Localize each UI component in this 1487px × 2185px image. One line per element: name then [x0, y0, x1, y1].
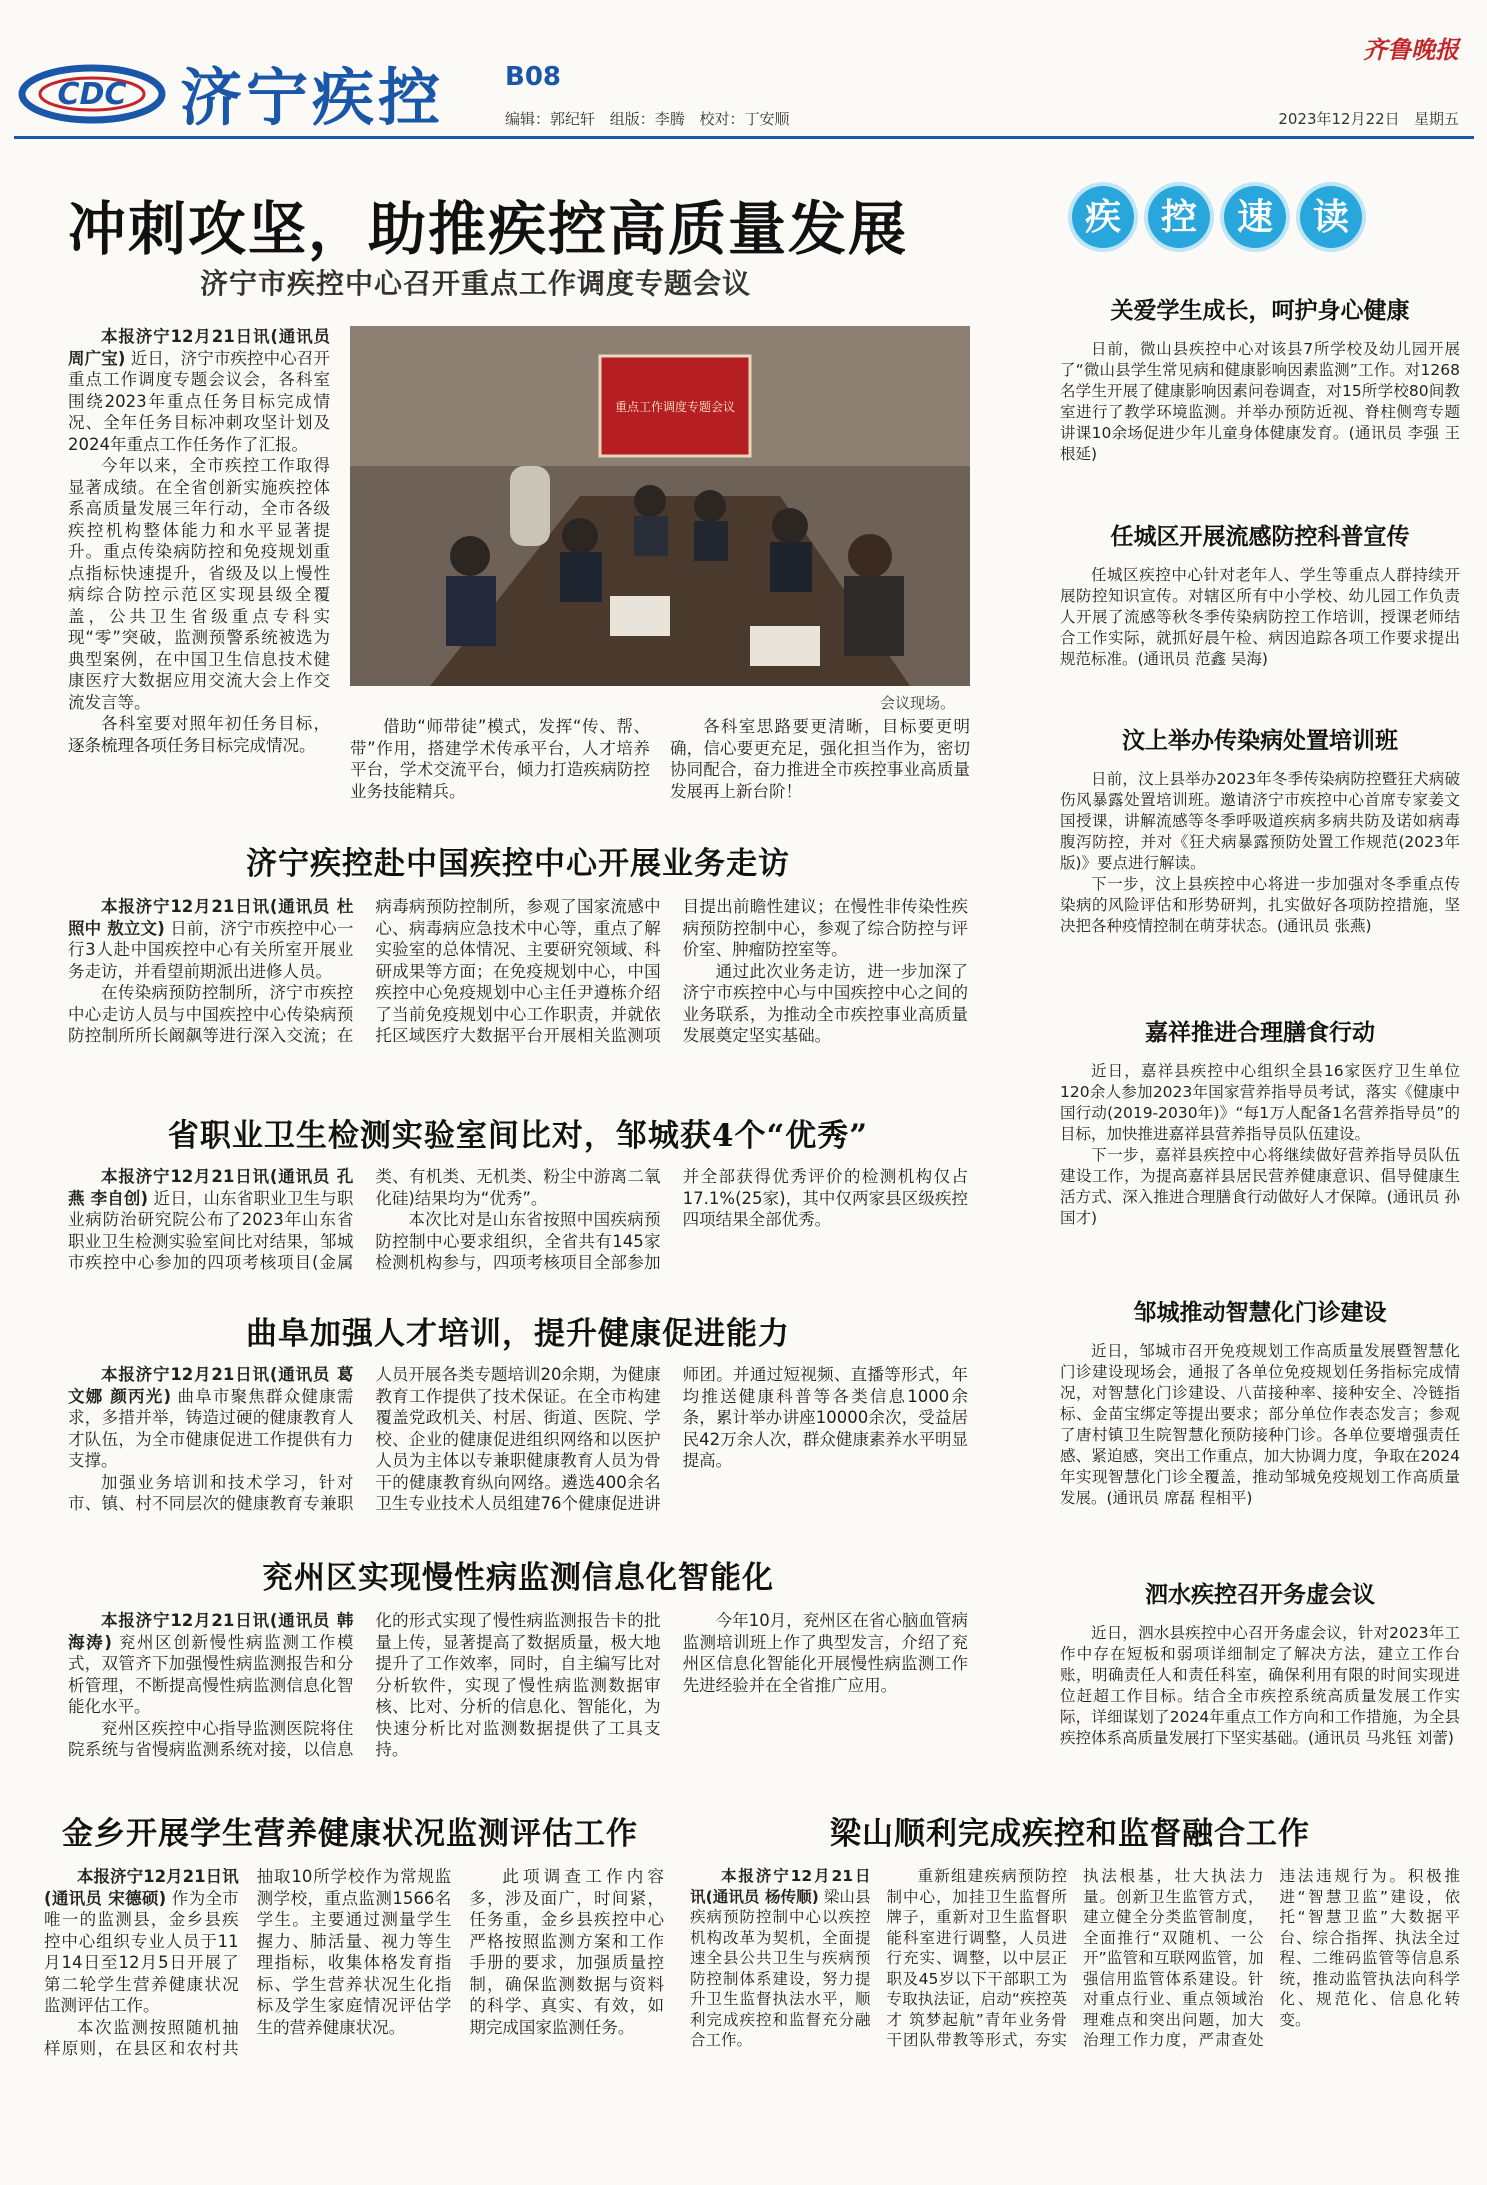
meeting-scene	[350, 326, 970, 686]
badge-char: 读	[1300, 186, 1362, 248]
photo-caption: 会议现场。	[880, 694, 956, 712]
sidebar-brief	[1060, 1294, 1460, 1509]
lead-paragraph: 今年以来，全市疾控工作取得显著成绩。在全省创新实施疾控体系高质量发展三年行动，全市各级疾控机构整体能力和水平显著提升。重点传染病防控和免疫规划重点指标快速提升，省级及以上慢性病综合防控示范区实现县级全覆盖，公共卫生省级重点专科实现“零”突破，监测预警系统被选为典型案例，在中国卫生信息技术健康医疗大数据应用交流大会上作交流发言等。	[68, 456, 330, 712]
article-paragraph: 本次监测按照随机抽样原则，在县区和农村共抽取10所学校作为常规监测学校，重点监测1566名学生。主要通过测量学生握力、肺活量、视力等生理指标，收集体格发育指标、学生营养状况生化指标及学生家庭情况评估学生的营养健康状况。	[44, 1867, 452, 2058]
article-paragraph: 日前，济宁市疾控中心一行3人赴中国疾控中心有关所室开展业务走访，并看望前期派出进修人员。	[68, 918, 354, 981]
sidebar-brief	[1060, 1576, 1460, 1749]
brief-title: 嘉祥推进合理膳食行动	[1145, 1019, 1375, 1046]
date: 2023年12月22日	[1278, 110, 1400, 128]
brief-text: 日前，微山县疾控中心对该县7所学校及幼儿园开展了“微山县学生常见病和健康影响因素监测”工作。对1268名学生开展了健康影响因素问卷调查，对15所学校80间教室进行了教学环境监测。并举办预防近视、脊柱侧弯专题讲课10余场促进少年儿童身体健康发育。(通讯员 李强 王根延)	[1060, 340, 1460, 463]
article-byline: 本报济宁12月21日讯(通讯员 葛文娜 颜丙光)	[68, 1365, 354, 1406]
article-headline: 金乡开展学生营养健康状况监测评估工作	[62, 1816, 638, 1852]
newspaper-name: 齐鲁晚报	[1363, 35, 1459, 64]
article-paragraph: 重新组建疾病预防控制中心，加挂卫生监督所牌子，重新对卫生监督职能科室进行调整，人员进行充实、调整，以中层正职及45岁以下干部职工为专取执法证，启动“疾控英才 筑梦起航”青年业务骨干团队带教等形式，夯实执法根基，壮大执法力量。创新卫生监管方式，建立健全分类监管制度，全面推行“双随机、一公开”监管和互联网监管，加强信用监管体系建设。针对重点行业、重点领域治理难点和突出问题，加大治理工作力度，严肃查处违法违规行为。积极推进“智慧卫监”建设，依托“智慧卫监”大数据平台、综合指挥、执法全过程、二维码监管等信息系统，推动监管执法向科学化、规范化、信息化转变。	[886, 1867, 1460, 2049]
brief-text: 下一步，嘉祥县疾控中心将继续做好营养指导员队伍建设工作，为提高嘉祥县居民营养健康意识、倡导健康生活方式、深入推进合理膳食行动做好人才保障。(通讯员 孙国才)	[1060, 1146, 1460, 1227]
sidebar-brief	[1060, 1014, 1460, 1229]
brief-title: 泗水疾控召开务虚会议	[1145, 1581, 1375, 1608]
article-body	[68, 1166, 968, 1274]
weekday: 星期五	[1413, 110, 1459, 128]
brief-text: 近日，邹城市召开免疫规划工作高质量发展暨智慧化门诊建设现场会，通报了各单位免疫规划任务指标完成情况，对智慧化门诊建设、八苗接种率、接种安全、冷链指标、金苗宝绑定等提出要求；部分单位作表态发言；参观了唐村镇卫生院智慧化预防接种门诊。各单位要增强责任感、紧迫感，突出工作重点，加大协调力度，争取在2024年实现智慧化门诊全覆盖，推动邹城免疫规划工作高质量发展。(通讯员 席磊 程相平)	[1060, 1342, 1460, 1507]
article-paragraph: 此项调查工作内容多，涉及面广，时间紧，任务重，金乡县疾控中心严格按照监测方案和工作手册的要求，加强质量控制，确保监测数据与资料的科学、真实、有效，如期完成国家监测任务。	[469, 1867, 664, 2037]
article-paragraph: 今年10月，兖州区在省心脑血管病监测培训班上作了典型发言，介绍了兖州区信息化智能化开展慢性病监测工作先进经验并在全省推广应用。	[682, 1611, 968, 1695]
article-headline: 省职业卫生检测实验室间比对，邹城获4个“优秀”	[167, 1118, 869, 1154]
staff-credits: 编辑：郭纪轩 组版：李腾 校对：丁安顺	[505, 110, 790, 128]
brief-text: 下一步，汶上县疾控中心将进一步加强对冬季重点传染病的风险评估和形势研判，扎实做好各项防控措施，坚决把各种疫情控制在萌芽状态。(通讯员 张燕)	[1060, 875, 1460, 935]
article-headline: 兖州区实现慢性病监测信息化智能化	[262, 1560, 774, 1596]
brief-text: 任城区疾控中心针对老年人、学生等重点人群持续开展防控知识宣传。对辖区所有中小学校、幼儿园工作负责人开展了流感等秋冬季传染病防控工作培训，授课老师结合工作实际，就抓好晨午检、病因追踪各项工作要求提出规范标准。(通讯员 范鑫 吴海)	[1060, 566, 1460, 668]
logo-text: CDC	[57, 77, 127, 112]
article-paragraph: 兖州区创新慢性病监测工作模式，双管齐下加强慢性病监测报告和分析管理，不断提高慢性病监测信息化智能化水平。	[68, 1632, 354, 1716]
dateline	[1278, 108, 1459, 129]
article-paragraph: 曲阜市聚焦群众健康需求，多措并举，铸造过硬的健康教育人才队伍，为全市健康促进工作提供有力支撑。	[68, 1386, 354, 1470]
lead-subheadline: 济宁市疾控中心召开重点工作调度专题会议	[200, 267, 752, 300]
article-paragraph: 梁山县疾病预防控制中心以疾控机构改革为契机，全面提速全县公共卫生与疾病预防控制体系建设，努力提升卫生监督执法水平，顺利完成疾控和监督充分融合工作。	[690, 1887, 871, 2049]
article-paragraph: 本次比对是山东省按照中国疾病预防控制中心要求组织，全省共有145家检测机构参与，四项考核项目全部参加并全部获得优秀评价的检测机构仅占17.1%(25家)，其中仅两家县区级疾控四项结果全部优秀。	[375, 1167, 968, 1272]
article-paragraph: 作为全市唯一的监测县，金乡县疾控中心组织专业人员于11月14日至12月5日开展了第二轮学生营养健康状况监测评估工作。	[44, 1888, 239, 2015]
article-headline: 曲阜加强人才培训，提升健康促进能力	[246, 1316, 790, 1352]
lead-col-3	[670, 716, 970, 802]
lead-paragraph: 各科室思路要更清晰，目标要更明确，信心要更充足，强化担当作为，密切协同配合，奋力推进全市疾控事业高质量发展再上新台阶！	[670, 717, 970, 801]
article-byline: 本报济宁12月21日讯(通讯员 杜照中 敖立文)	[68, 897, 354, 938]
article-paragraph: 加强业务培训和技术学习，针对市、镇、村不同层次的健康教育专兼职人员开展各类专题培训20余期，为健康教育工作提供了技术保证。在全市构建覆盖党政机关、村居、街道、医院、学校、企业的健康促进组织网络和以医护人员为主体以专兼职健康教育人员为骨干的健康教育纵向网络。遴选400余名卫生专业技术人员组建76个健康促进讲师团。并通过短视频、直播等形式，年均推送健康科普等各类信息1000余条，累计举办讲座10000余次，受益居民42万余人次，群众健康素养水平明显提高。	[68, 1365, 968, 1513]
article-paragraph: 在传染病预防控制所，济宁市疾控中心走访人员与中国疾控中心传染病预防控制所所长阚飙等进行深入交流；在病毒病预防控制所，参观了国家流感中心、病毒病应急技术中心等，重点了解实验室的总体情况、主要研究领域、科研成果等方面；在免疫规划中心，中国疾控中心免疫规划中心主任尹遵栋介绍了当前免疫规划中心工作职责，并就依托区域医疗大数据平台开展相关监测项目提出前瞻性建议；在慢性非传染性疾病预防控制中心，参观了综合防控与评价室、肿瘤防控室等。	[68, 897, 968, 1045]
sidebar-brief	[1060, 292, 1460, 465]
meeting-photo	[350, 326, 970, 686]
brief-title: 关爱学生成长，呵护身心健康	[1110, 297, 1410, 324]
cdc-logo	[18, 58, 166, 128]
screen-text: 重点工作调度专题会议	[614, 400, 736, 414]
brief-title: 邹城推动智慧化门诊建设	[1133, 1299, 1387, 1326]
lead-col-1	[68, 326, 330, 756]
header-rule	[14, 136, 1474, 139]
brief-title: 任城区开展流感防控科普宣传	[1110, 523, 1410, 550]
brief-title: 汶上举办传染病处置培训班	[1122, 727, 1398, 754]
brief-text: 近日，泗水县疾控中心召开务虚会议，针对2023年工作中存在短板和弱项详细制定了解决方法，建立工作台账，明确责任人和责任科室，确保利用有限的时间实现进位赶超工作目标。结合全市疾控系统高质量发展工作实际，详细谋划了2024年重点工作方向和工作措施，为全县疾控体系高质量发展打下坚实基础。(通讯员 马兆钰 刘蕾)	[1060, 1624, 1460, 1747]
article-byline: 本报济宁12月21日讯(通讯员 孔燕 李自创)	[68, 1167, 354, 1208]
lead-col-2	[350, 716, 650, 802]
article-byline: 本报济宁12月21日讯(通讯员 韩海涛)	[68, 1611, 354, 1652]
article-headline: 济宁疾控赴中国疾控中心开展业务走访	[246, 846, 790, 882]
badge-char: 速	[1224, 186, 1286, 248]
article-body	[68, 1610, 968, 1761]
badge-char: 控	[1148, 186, 1210, 248]
article-body	[68, 896, 968, 1047]
lead-paragraph: 近日，济宁市疾控中心召开重点工作调度专题会议会，各科室围绕2023年重点任务目标完成情况、全年任务目标冲刺攻坚计划及2024年重点工作任务作了汇报。	[68, 348, 330, 454]
quick-read-badges	[1072, 186, 1376, 248]
article-headline: 梁山顺利完成疾控和监督融合工作	[830, 1816, 1310, 1852]
lead-byline: 本报济宁12月21日讯(通讯员 周广宝)	[68, 327, 330, 368]
lead-paragraph: 借助“师带徒”模式，发挥“传、帮、带”作用，搭建学术传承平台，人才培养平台，学术交流平台，倾力打造疾病防控业务技能精兵。	[350, 717, 650, 801]
badge-char: 疾	[1072, 186, 1134, 248]
article-body	[44, 1866, 664, 2060]
page-number: B08	[505, 62, 561, 92]
lead-paragraph: 各科室要对照年初任务目标，逐条梳理各项任务目标完成情况。	[68, 714, 330, 755]
brief-text: 近日，嘉祥县疾控中心组织全县16家医疗卫生单位120余人参加2023年国家营养指导员考试，落实《健康中国行动(2019-2030年)》“每1万人配备1名营养指导员”的目标，加快推进嘉祥县营养指导员队伍建设。	[1060, 1062, 1460, 1143]
masthead: 济宁疾控	[180, 61, 445, 134]
article-paragraph: 通过此次业务走访，进一步加深了济宁市疾控中心与中国疾控中心之间的业务联系，为推动全市疾控事业高质量发展奠定坚实基础。	[682, 961, 968, 1045]
article-byline: 本报济宁12月21日讯(通讯员 宋德硕)	[44, 1867, 239, 1908]
sidebar-brief	[1060, 518, 1460, 670]
sidebar-brief	[1060, 722, 1460, 937]
article-body	[68, 1364, 968, 1515]
article-body	[690, 1866, 1460, 2051]
brief-text: 日前，汶上县举办2023年冬季传染病防控暨狂犬病破伤风暴露处置培训班。邀请济宁市疾控中心首席专家姜文国授课，讲解流感等冬季呼吸道疾病多病共防及诺如病毒腹泻防控，并对《狂犬病暴露预防处置工作规范(2023年版)》要点进行解读。	[1060, 770, 1460, 872]
lead-headline: 冲刺攻坚，助推疾控高质量发展	[68, 195, 909, 263]
article-byline: 本报济宁12月21日讯(通讯员 杨传顺)	[690, 1867, 871, 1906]
article-paragraph: 兖州区疾控中心指导监测医院将住院系统与省慢病监测系统对接，以信息化的形式实现了慢性病监测报告卡的批量上传，显著提高了数据质量，极大地提升了工作效率，同时，自主编写比对分析软件，实现了慢性病监测数据审核、比对、分析的信息化、智能化，为快速分析比对监测数据提供了工具支持。	[68, 1611, 661, 1759]
article-paragraph: 近日，山东省职业卫生与职业病防治研究院公布了2023年山东省职业卫生检测实验室间比对结果，邹城市疾控中心参加的四项考核项目(金属类、有机类、无机类、粉尘中游离二氧化硅)结果均为“优秀”。	[68, 1167, 661, 1272]
